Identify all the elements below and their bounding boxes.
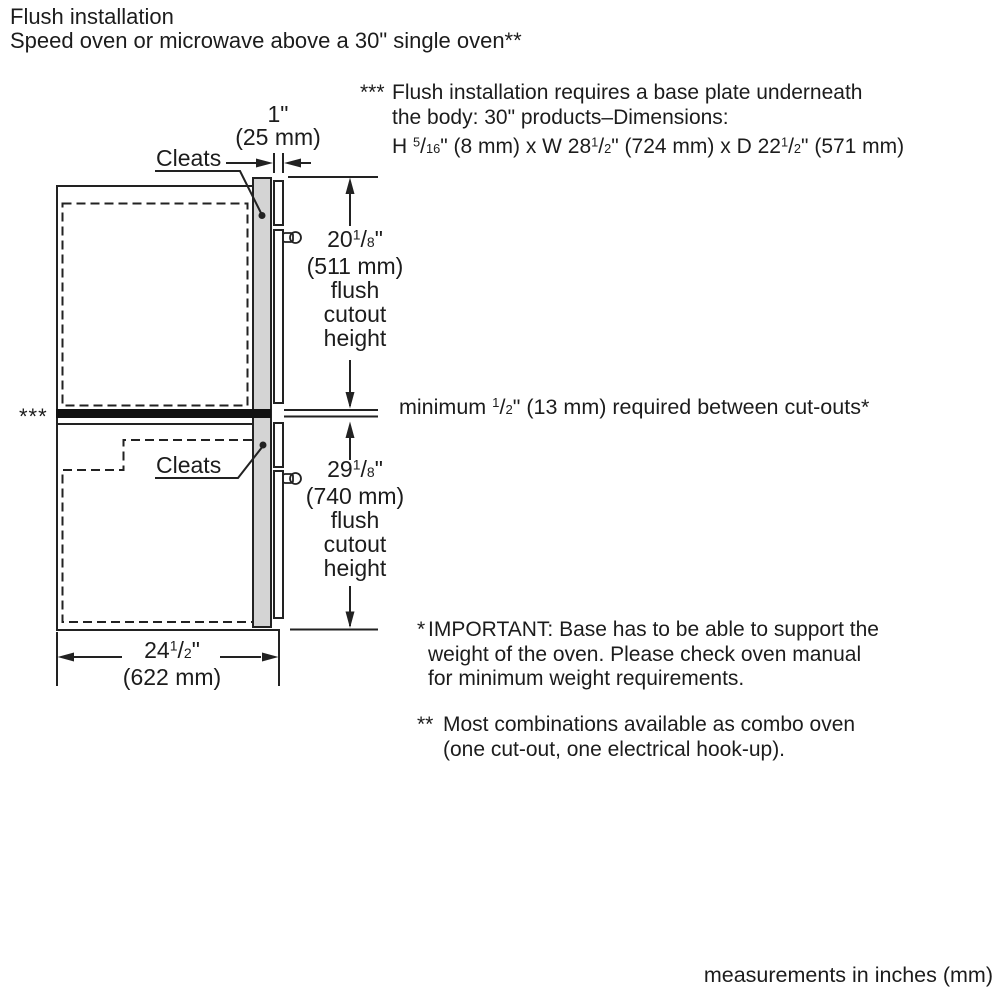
spec-frac-den: 16 [425, 141, 441, 156]
combo-line-1: Most combinations available as combo oven [443, 713, 856, 736]
spec-frac-slash: / [420, 135, 426, 158]
cleat-width-inches: 1" [267, 101, 289, 127]
spec-frac-slash: / [788, 135, 794, 158]
triple-star-marker: *** [360, 81, 385, 104]
dim-frac-num: 1 [352, 456, 361, 473]
upper-cutout-word1: flush [330, 277, 380, 303]
spec-seg: " (8 mm) x W 28 [440, 135, 592, 158]
lower-cutout-word1: flush [330, 507, 380, 533]
dim-frac-den: 2 [183, 645, 192, 661]
cleat-block [274, 181, 283, 225]
note-line-2: the body: 30" products–Dimensions: [392, 105, 729, 129]
spec-frac-num: 1 [591, 134, 599, 150]
dim-frac-slash: / [177, 637, 184, 663]
width-dim-inches [101, 638, 243, 665]
upper-cutout-inches [288, 227, 422, 254]
page-title: Flush installation [10, 4, 174, 29]
note-base-plate-text [392, 81, 904, 162]
cleats-leader-upper [155, 171, 266, 219]
gap-note-frac-slash: / [499, 395, 506, 419]
lower-cutout-word3: height [323, 555, 387, 581]
gap-requirement-note [399, 395, 869, 422]
note-dimension-spec [392, 135, 904, 162]
dim-frac-slash: / [360, 456, 367, 482]
upper-cutout-dashed [63, 204, 248, 406]
lower-cutout-mm: (740 mm) [305, 483, 405, 509]
dim-unit: " [374, 456, 383, 482]
upper-cutout-word2: cutout [323, 301, 387, 327]
upper-cutout-mm: (511 mm) [306, 253, 404, 279]
spec-frac-num: 5 [413, 134, 421, 150]
cleat-block [274, 471, 283, 618]
combo-line-2: (one cut-out, one electrical hook-up). [443, 737, 786, 761]
units-note: measurements in inches (mm) [703, 963, 993, 987]
cleats-label-upper: Cleats [156, 145, 222, 171]
dim-frac-num: 1 [169, 637, 178, 654]
important-note [417, 618, 879, 692]
cleats-label-lower: Cleats [156, 452, 222, 478]
lower-cutout-inches [288, 457, 422, 484]
important-note-text [428, 618, 879, 692]
dim-whole: 24 [144, 637, 170, 663]
dim-frac-num: 1 [352, 226, 361, 243]
combo-note [417, 713, 855, 762]
base-plate [56, 409, 271, 418]
dim-frac-den: 8 [366, 464, 375, 480]
lower-cutout-word2: cutout [323, 531, 387, 557]
spec-seg: " (724 mm) x D 22 [611, 135, 781, 158]
important-line-1: IMPORTANT: Base has to be able to support the [428, 618, 879, 641]
dim-whole: 20 [327, 226, 353, 252]
cleat-blocks [274, 181, 283, 618]
single-star-marker: * [417, 618, 426, 641]
cleat-width-mm: (25 mm) [235, 124, 321, 150]
gap-note-frac-num: 1 [492, 395, 500, 411]
gap-note-frac-den: 2 [505, 402, 513, 417]
spec-frac-slash: / [598, 135, 605, 158]
cleat-width-dim-label [218, 103, 338, 149]
upper-cutout-word3: height [323, 325, 387, 351]
dim-unit: " [374, 226, 383, 252]
combo-note-text [443, 713, 855, 762]
spec-seg: " (571 mm) [801, 135, 905, 158]
gap-note-pre: minimum [399, 395, 493, 419]
lower-cutout-dim-label [288, 457, 422, 580]
upper-cutout-dim-label [288, 227, 422, 350]
spec-seg: H [392, 135, 413, 158]
double-star-marker: ** [417, 713, 434, 736]
cabinet-outline [56, 186, 280, 630]
page-subtitle: Speed oven or microwave above a 30" single oven** [10, 28, 522, 53]
spec-frac-den: 2 [604, 141, 612, 156]
note-line-1: Flush installation requires a base plate underneath [392, 81, 863, 104]
side-panel [253, 178, 271, 627]
important-line-2: weight of the oven. Please check oven manual [428, 642, 862, 666]
width-dim-mm: (622 mm) [122, 664, 222, 690]
cleat-block [274, 423, 283, 467]
note-base-plate [360, 81, 904, 162]
important-line-3: for minimum weight requirements. [428, 667, 745, 690]
dim-unit: " [191, 637, 200, 663]
triple-star-side-marker: *** [19, 404, 48, 429]
dim-whole: 29 [327, 456, 353, 482]
cleat-block [274, 230, 283, 403]
gap-note-post: " (13 mm) required between cut-outs* [512, 395, 870, 419]
spec-frac-den: 2 [793, 141, 802, 156]
spec-frac-num: 1 [780, 134, 789, 150]
dim-frac-slash: / [360, 226, 367, 252]
width-dim-label [101, 638, 243, 689]
dim-frac-den: 8 [366, 234, 375, 250]
